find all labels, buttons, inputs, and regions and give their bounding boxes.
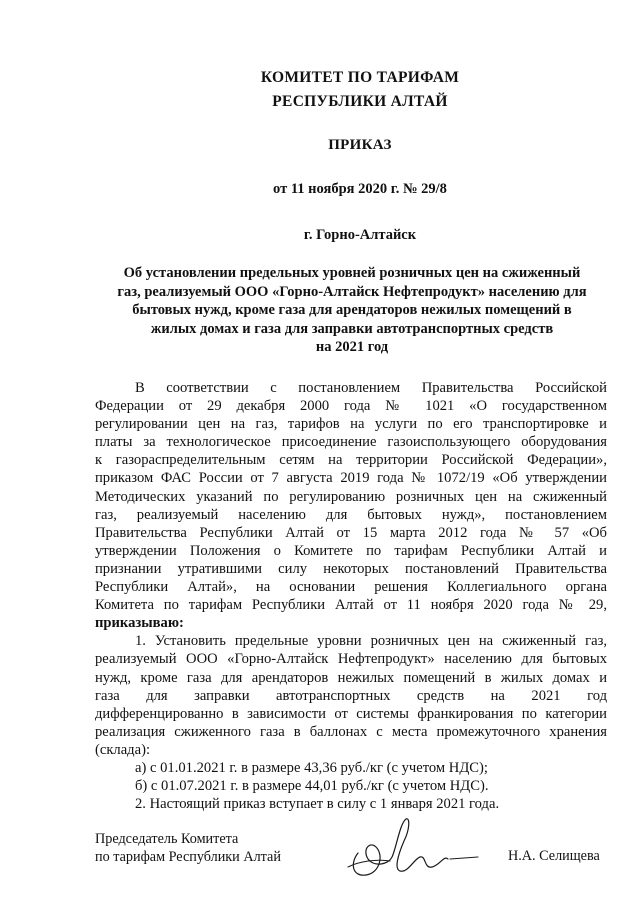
signatory-name: Н.А. Селищева: [508, 848, 600, 864]
signatory-position-line1: Председатель Комитета: [95, 831, 239, 847]
preamble-line: признании утратившими силу некоторых постановлений Правительства: [95, 560, 607, 577]
title-line: бытовых нужд, кроме газа для арендаторов нежилых помещений в: [132, 302, 572, 319]
document-title: [97, 264, 607, 357]
item1-line: нужд, кроме газа для арендаторов нежилых помещений в жилых домах и: [95, 669, 607, 686]
item1-line: (склада):: [95, 741, 151, 758]
item1-line: реализация сжиженного газа в баллонах с места промежуточного хранения: [95, 723, 607, 740]
preamble-line: к газораспределительным сетям на территории Российской Федерации»,: [95, 452, 607, 469]
price-item-a: а) с 01.01.2021 г. в размере 43,36 руб./кг (с учетом НДС);: [135, 759, 488, 776]
signatory-position-line2: по тарифам Республики Алтай: [95, 848, 281, 865]
preamble-line: утверждении Положения о Комитете по тарифам Республики Алтай и: [95, 542, 607, 559]
preamble-line: газ, реализуемый населению для бытовых нужд», постановлением: [95, 506, 607, 523]
preamble-line: платы за технологическое присоединение газоиспользующего оборудования: [95, 434, 607, 451]
preamble-line: Комитета по тарифам Республики Алтай от 11 ноября 2020 года № 29,: [95, 597, 607, 614]
preamble-line: регулировании цен на газ, тарифов на услуги по его транспортировке и: [95, 416, 607, 433]
title-line: на 2021 год: [315, 339, 389, 356]
committee-name-line1: КОМИТЕТ ПО ТАРИФАМ: [260, 69, 460, 86]
price-item-b: б) с 01.07.2021 г. в размере 44,01 руб./кг (с учетом НДС).: [135, 778, 489, 795]
item2-effective-date: 2. Настоящий приказ вступает в силу с 1 января 2021 года.: [135, 796, 500, 813]
committee-name-line2: РЕСПУБЛИКИ АЛТАЙ: [272, 93, 448, 110]
title-line: газ, реализуемый ООО «Горно-Алтайск Нефтепродукт» населению для: [117, 283, 587, 300]
item1-line: реализуемый ООО «Горно-Алтайск Нефтепродукт» населению для бытовых: [95, 651, 607, 668]
item1-line: дифференцированно в зависимости от системы франкирования по категории: [95, 705, 607, 722]
preamble-line: Правительства Республики Алтай от 15 марта 2012 года № 57 «Об: [95, 524, 607, 541]
preamble-line: приказом ФАС России от 7 августа 2019 года № 1072/19 «Об утверждении: [95, 470, 607, 487]
handwritten-signature: [340, 815, 490, 885]
title-line: жилых домах и газа для заправки автотранспортных средств: [150, 320, 554, 337]
item1-line: газа для заправки автотранспортных средств на 2021 год: [95, 687, 607, 704]
document-city: г. Горно-Алтайск: [303, 227, 417, 243]
preamble-line: Методических указаний по регулированию розничных цен на сжиженный: [95, 488, 607, 505]
signatory-position: [95, 831, 281, 866]
document-type: ПРИКАЗ: [328, 137, 392, 153]
preamble-line: Федерации от 29 декабря 2000 года № 1021 «О государственном: [95, 398, 607, 415]
title-line: Об установлении предельных уровней розничных цен на сжиженный: [123, 265, 581, 281]
document-body: [95, 379, 607, 813]
item1-line: 1. Установить предельные уровни розничных цен на сжиженный газ,: [135, 633, 607, 650]
order-command: приказываю:: [95, 615, 184, 632]
preamble-line: Республики Алтай», на основании решения Коллегиального органа: [95, 579, 607, 596]
document-date-number: от 11 ноября 2020 г. № 29/8: [273, 181, 447, 197]
preamble-line: В соответствии с постановлением Правительства Российской: [135, 380, 607, 396]
